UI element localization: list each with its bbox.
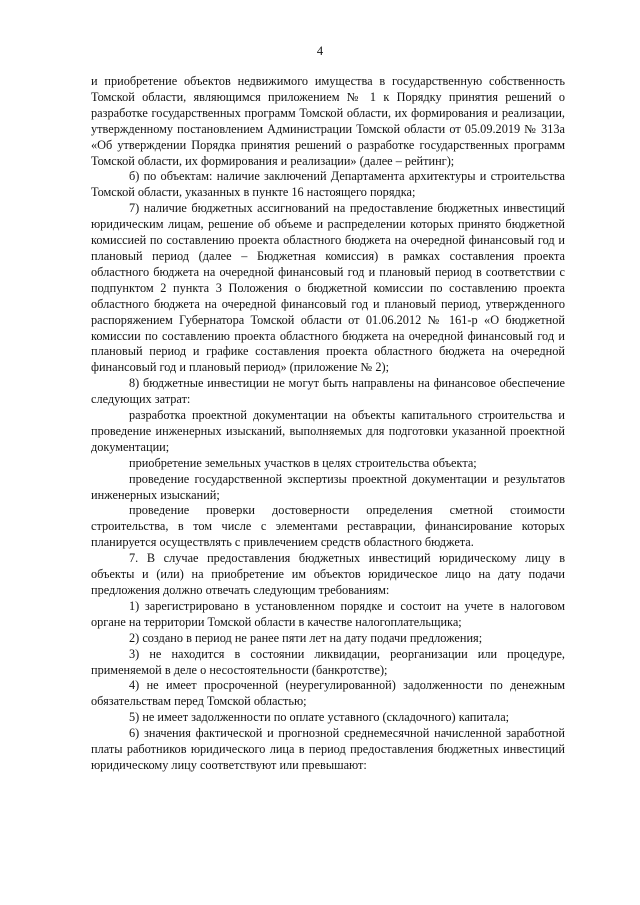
page-number: 4: [316, 44, 324, 58]
paragraph: б) по объектам: наличие заключений Департамента архитектуры и строительства Томской области, указанных в пункте 16 настоящего порядка;: [91, 169, 565, 200]
paragraph: проведение проверки достоверности определения сметной стоимости строительства, в том числе с элементами реставрации, финансирование которых планируется осуществлять с привлечением средств областного бюджета.: [91, 503, 565, 550]
paragraph: 3) не находится в состоянии ликвидации, реорганизации или процедуре, применяемой в деле о несостоятельности (банкротстве);: [91, 646, 565, 677]
paragraph: 4) не имеет просроченной (неурегулированной) задолженности по денежным обязательствам перед Томской областью;: [91, 678, 565, 709]
paragraph: приобретение земельных участков в целях строительства объекта;: [129, 455, 477, 470]
paragraph: 7) наличие бюджетных ассигнований на предоставление бюджетных инвестиций юридическим лицам, решение об объеме и распределении которых принято бюджетной комиссией по составлению проекта областного бюджета на очередной финансовый год и плановый период (далее – Бюджетная комиссия) в рамках составления проекта областного бюджета на очередной финансовый год и плановый период в соответствии с подпунктом 2 пункта 3 Положения о бюджетной комиссии по составлению проекта областного бюджета на очередной финансовый год и плановый период, утвержденного распоряжением Губернатора Томской области от 01.06.2012 № 161-р «О бюджетной комиссии по составлению проекта областного бюджета на очередной финансовый год и плановый период и графике составления проекта областного бюджета на очередной финансовый год и плановый период» (приложение № 2);: [91, 201, 565, 375]
paragraph: 6) значения фактической и прогнозной среднемесячной начисленной заработной платы работников юридического лица в период предоставления бюджетных инвестиций юридическому лицу соответствуют или превышают:: [91, 726, 565, 772]
paragraph: 1) зарегистрировано в установленном порядке и состоит на учете в налоговом органе на территории Томской области в качестве налогоплательщика;: [91, 598, 565, 629]
paragraph: и приобретение объектов недвижимого имущества в государственную собственность Томской области, являющимся приложением № 1 к Порядку принятия решений о разработке государственных программ Томской области, их формирования и реализации, утвержденному постановлением Администрации Томской области от 05.09.2019 № 313а «Об утверждении Порядка принятия решений о разработке государственных программ Томской области, их формирования и реализации» (далее – рейтинг);: [91, 74, 565, 168]
paragraph: разработка проектной документации на объекты капитального строительства и проведение инженерных изысканий, выполняемых для подготовки указанной проектной документации;: [91, 408, 565, 454]
paragraph: проведение государственной экспертизы проектной документации и результатов инженерных изысканий;: [91, 471, 565, 502]
paragraph: 5) не имеет задолженности по оплате уставного (складочного) капитала;: [129, 710, 510, 725]
paragraph: 2) создано в период не ранее пяти лет на дату подачи предложения;: [129, 630, 483, 645]
paragraph: 8) бюджетные инвестиции не могут быть направлены на финансовое обеспечение следующих затрат:: [91, 376, 565, 407]
body-text: [91, 74, 565, 774]
paragraph: 7. В случае предоставления бюджетных инвестиций юридическому лицу в объекты и (или) на приобретение им объектов юридическое лицо на дату подачи предложения должно отвечать следующим требованиям:: [91, 551, 565, 597]
